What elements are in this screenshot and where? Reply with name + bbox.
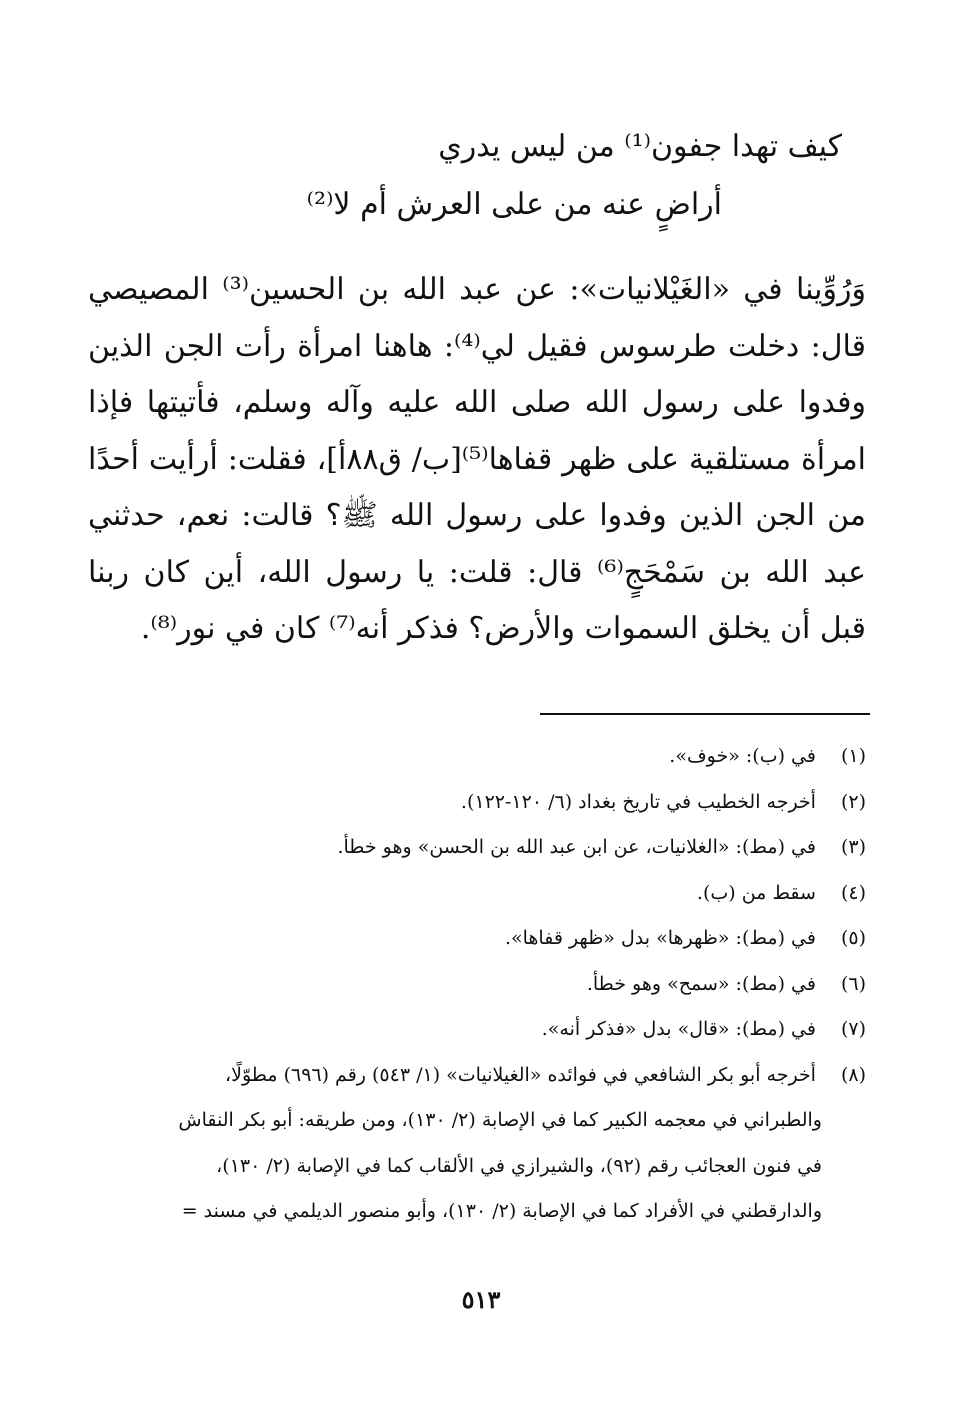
footnote-text: أخرجه أبو بكر الشافعي في فوائده «الغيلانيات» (١/ ٥٤٣) رقم (٦٩٦) مطوّلًا، <box>224 1063 816 1086</box>
footnote-3 <box>76 825 866 871</box>
footnote-number: (٦) <box>840 972 866 995</box>
poem-line-2: أراضٍ عنه من على العرش أم لا⁽²⁾ <box>306 187 722 222</box>
footnote-number: (٤) <box>840 881 866 904</box>
footnote-number: (٨) <box>840 1063 866 1086</box>
footnote-number: (٣) <box>840 836 866 858</box>
footnote-number: (٥) <box>840 927 866 949</box>
footnote-8 <box>76 1053 866 1235</box>
page-number: ٥١٣ <box>461 1285 501 1314</box>
footnote-text: في (مط): «الغلانيات، عن ابن عبد الله بن الحسن» وهو خطأ. <box>337 836 816 858</box>
footnote-continuation: والطبراني في معجمه الكبير كما في الإصابة (٢/ ١٣٠)، ومن طريقه: أبو بكر النقاش <box>178 1109 822 1131</box>
poem-line-1: كيف تهدا جفون⁽¹⁾ من ليس يدري <box>438 129 842 164</box>
footnote-number: (٢) <box>840 790 866 813</box>
footnote-text: أخرجه الخطيب في تاريخ بغداد (٦/ ١٢٠-١٢٢). <box>460 790 816 813</box>
footnote-text: في (مط): «سمح» وهو خطأ. <box>586 972 816 995</box>
footnote-text: في (ب): «خوف». <box>669 745 816 767</box>
footnote-number: (١) <box>840 745 866 767</box>
footnote-7 <box>76 1007 866 1053</box>
footnote-6 <box>76 962 866 1008</box>
footnote-4 <box>76 871 866 917</box>
footnote-1 <box>76 734 866 780</box>
footnote-continuation: في فنون العجائب رقم (٩٢)، والشيرازي في الألقاب كما في الإصابة (٢/ ١٣٠)، <box>216 1154 822 1177</box>
footnote-2 <box>76 780 866 826</box>
footnote-continuation: والدارقطني في الأفراد كما في الإصابة (٢/ ١٣٠)، وأبو منصور الديلمي في مسند = <box>181 1200 822 1222</box>
main-paragraph: وَرُوِّينا في «الغَيْلانيات»: عن عبد الله بن الحسين⁽³⁾ المصيصي قال: دخلت طرسوس فقيل لي⁽⁴⁾: هاهنا امرأة رأت الجن الذين وفدوا على رسول الله صلى الله عليه وآله وسلم، فأتيتها فإذا امرأة مستلقية على ظهر قفاها⁽⁵⁾[ب/ ق٨٨أ]، فقلت: أرأيت أحدًا من الجن الذين وفدوا على رسول الله ﷺ؟ قالت: نعم، حدثني عبد الله بن سَمْحَجٍ⁽⁶⁾ قال: قلت: يا رسول الله، أين كان ربنا قبل أن يخلق السموات والأرض؟ فذكر أنه⁽⁷⁾ كان في نور⁽⁸⁾. <box>88 272 867 646</box>
footnote-text: في (مط): «قال» بدل «فذكر أنه». <box>541 1018 816 1040</box>
footnote-text: في (مط): «ظهرها» بدل «ظهر قفاها». <box>504 927 816 949</box>
footnote-5 <box>76 916 866 962</box>
footnotes <box>76 734 866 1235</box>
footnote-separator <box>540 713 870 715</box>
footnote-number: (٧) <box>840 1018 866 1040</box>
footnote-text: سقط من (ب). <box>696 881 816 904</box>
